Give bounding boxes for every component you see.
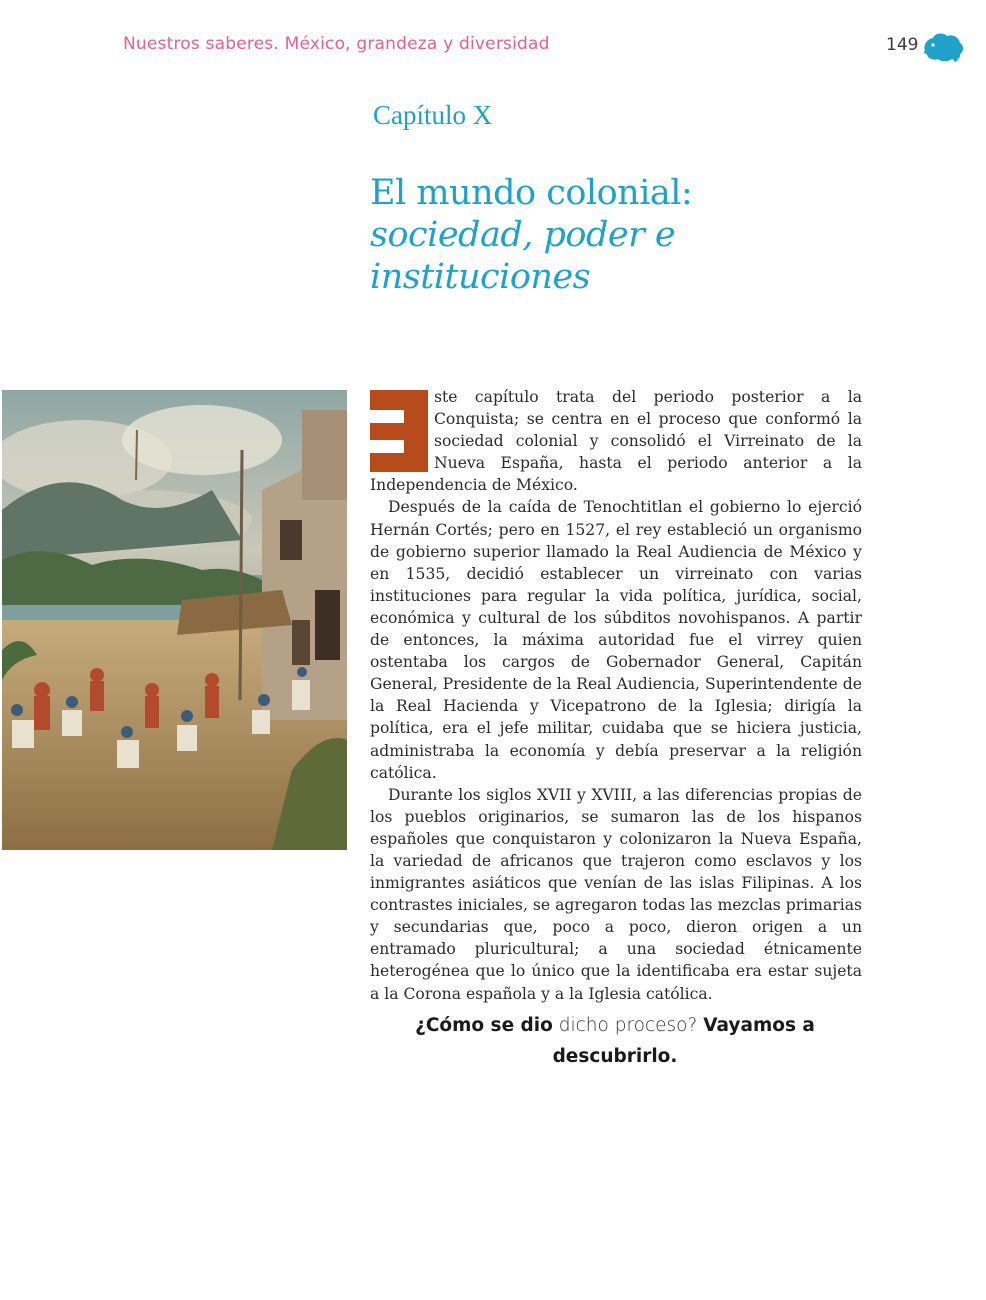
closing-question xyxy=(400,1010,830,1072)
blue-animal-icon xyxy=(921,31,965,63)
chapter-title xyxy=(370,172,930,298)
page-number: 149 xyxy=(886,35,919,55)
paragraph-1: ste capítulo trata del periodo posterior a la Conquista; se centra en el proceso que conformó la sociedad colonial y consolidó el Virreinato de la Nueva España, hasta el periodo anterior a la Independencia de México. xyxy=(370,388,862,495)
dropcap-e-glyph xyxy=(370,390,428,472)
chapter-title-line1: El mundo colonial: xyxy=(370,173,693,213)
dropcap xyxy=(370,390,428,472)
chapter-label: Capítulo X xyxy=(373,100,493,130)
paragraph-2: Después de la caída de Tenochtitlan el gobierno lo ejerció Hernán Cortés; pero en 1527, el rey estableció un organismo de gobierno superior llamado la Real Audiencia de México y en 1535, decidió establecer un virreinato con varias instituciones para regular la vida política, jurídica, social, económica y cultural de los súbditos novohispanos. A partir de entonces, la máxima autoridad fue el virrey quien ostentaba los cargos de Gobernador General, Capitán General, Presidente de la Real Audiencia, Superintendente de la Real Hacienda y Vicepatrono de la Iglesia; dirigía la política, era el jefe militar, cuidaba que se hiciera justicia, administraba la economía y debía preservar a la religión católica. xyxy=(370,498,862,782)
chapter-title-line3: instituciones xyxy=(370,257,591,297)
closing-part3: Vayamos a descubrirlo. xyxy=(552,1015,815,1067)
running-head-book-title: Nuestros saberes. México, grandeza y diversidad xyxy=(123,34,550,54)
body-text xyxy=(370,386,862,1005)
closing-part2: dicho proceso? xyxy=(552,1015,704,1036)
chapter-title-line2: sociedad, poder e xyxy=(370,215,676,255)
closing-part1: ¿Cómo se dio xyxy=(415,1015,553,1036)
paragraph-3: Durante los siglos XVII y XVIII, a las diferencias propias de los pueblos originarios, se sumaron las de los hispanos españoles que conquistaron y colonizaron la Nueva España, la variedad de africanos que trajeron como esclavos y los inmigrantes asiáticos que venían de las islas Filipinas. A los contrastes iniciales, se agregaron todas las mezclas primarias y secundarias que, poco a poco, dieron origen a un entramado pluricultural; a una sociedad étnicamente heterogénea que lo único que la identificaba era estar sujeta a la Corona española y a la Iglesia católica. xyxy=(370,785,862,1003)
colonial-painting-image xyxy=(2,390,347,850)
